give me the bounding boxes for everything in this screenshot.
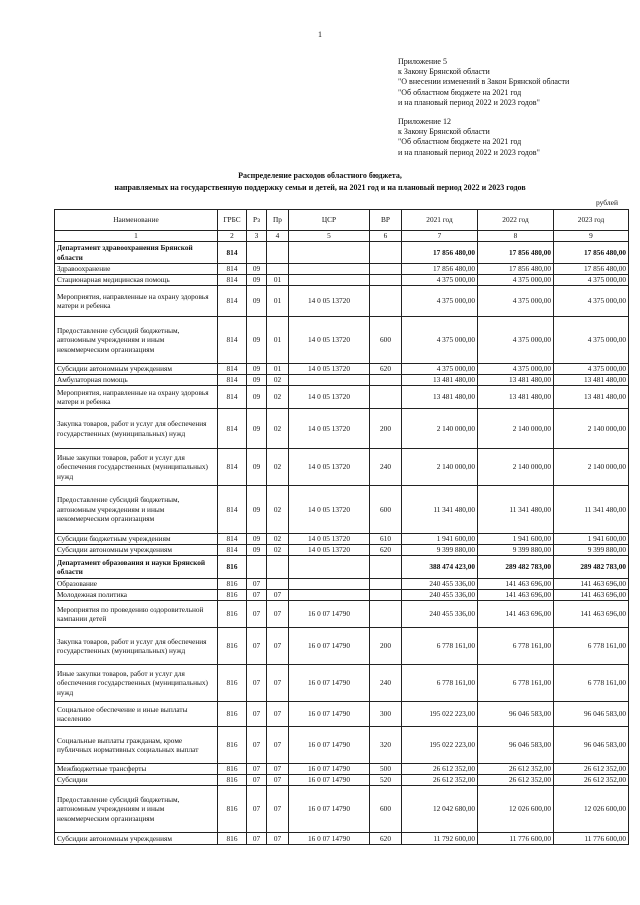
cell-2022: 2 140 000,00 — [478, 409, 554, 449]
cell-name: Департамент здравоохранения Брянской области — [55, 242, 218, 264]
cell-grbs: 816 — [218, 764, 247, 775]
cell-name: Субсидии автономным учреждениям — [55, 833, 218, 845]
cell-pr: 07 — [267, 833, 289, 845]
appendix-12-line: и на плановый период 2022 и 2023 годов" — [398, 147, 540, 157]
cell-2022: 141 463 696,00 — [478, 601, 554, 628]
cell-pr — [267, 579, 289, 590]
cell-2022: 6 778 161,00 — [478, 665, 554, 702]
cell-2022: 12 026 600,00 — [478, 786, 554, 833]
cell-csr: 14 0 05 13720 — [289, 286, 370, 317]
cell-2023: 17 856 480,00 — [554, 242, 629, 264]
table-row — [55, 317, 629, 364]
cell-pr — [267, 556, 289, 579]
cell-vr: 620 — [370, 364, 402, 375]
cell-2023: 6 778 161,00 — [554, 628, 629, 665]
cell-csr: 14 0 05 13720 — [289, 449, 370, 486]
cell-csr — [289, 375, 370, 386]
cell-2023: 2 140 000,00 — [554, 449, 629, 486]
cell-pr: 02 — [267, 375, 289, 386]
cell-2022: 2 140 000,00 — [478, 449, 554, 486]
table-row — [55, 534, 629, 545]
cell-pr: 07 — [267, 628, 289, 665]
cell-rz: 09 — [247, 486, 267, 534]
table-row — [55, 364, 629, 375]
cell-pr — [267, 242, 289, 264]
cell-csr — [289, 275, 370, 286]
cell-vr — [370, 590, 402, 601]
cell-2022: 4 375 000,00 — [478, 364, 554, 375]
cell-rz: 07 — [247, 665, 267, 702]
cell-grbs: 816 — [218, 702, 247, 727]
cell-rz: 09 — [247, 375, 267, 386]
cell-2023: 9 399 880,00 — [554, 545, 629, 556]
cell-rz: 09 — [247, 545, 267, 556]
cell-rz: 07 — [247, 727, 267, 764]
cell-rz: 09 — [247, 275, 267, 286]
column-index: 2 — [218, 231, 247, 242]
table-row — [55, 275, 629, 286]
header-rz: Рз — [247, 210, 267, 231]
column-index: 1 — [55, 231, 218, 242]
cell-2023: 6 778 161,00 — [554, 665, 629, 702]
cell-2021: 17 856 480,00 — [402, 242, 478, 264]
cell-2021: 26 612 352,00 — [402, 764, 478, 775]
cell-rz: 07 — [247, 764, 267, 775]
cell-2023: 12 026 600,00 — [554, 786, 629, 833]
cell-pr: 02 — [267, 449, 289, 486]
cell-name: Социальные выплаты гражданам, кроме публичных нормативных социальных выплат — [55, 727, 218, 764]
cell-2023: 11 776 600,00 — [554, 833, 629, 845]
cell-grbs: 814 — [218, 409, 247, 449]
cell-2023: 96 046 583,00 — [554, 727, 629, 764]
cell-2023: 4 375 000,00 — [554, 364, 629, 375]
cell-2021: 13 481 480,00 — [402, 375, 478, 386]
table-row — [55, 775, 629, 786]
cell-csr: 16 0 07 14790 — [289, 665, 370, 702]
cell-2021: 2 140 000,00 — [402, 409, 478, 449]
cell-name: Здравоохранение — [55, 264, 218, 275]
cell-2021: 4 375 000,00 — [402, 286, 478, 317]
cell-vr: 600 — [370, 486, 402, 534]
cell-vr: 600 — [370, 317, 402, 364]
cell-2022: 4 375 000,00 — [478, 286, 554, 317]
cell-grbs: 816 — [218, 665, 247, 702]
cell-vr — [370, 286, 402, 317]
cell-2021: 4 375 000,00 — [402, 317, 478, 364]
cell-pr: 01 — [267, 364, 289, 375]
cell-csr: 14 0 05 13720 — [289, 409, 370, 449]
cell-csr: 16 0 07 14790 — [289, 833, 370, 845]
table-row — [55, 786, 629, 833]
cell-rz: 07 — [247, 601, 267, 628]
cell-pr: 02 — [267, 409, 289, 449]
cell-csr: 16 0 07 14790 — [289, 727, 370, 764]
table-row — [55, 628, 629, 665]
cell-csr: 16 0 07 14790 — [289, 775, 370, 786]
cell-pr: 07 — [267, 702, 289, 727]
cell-name: Стационарная медицинская помощь — [55, 275, 218, 286]
table-row — [55, 449, 629, 486]
cell-2022: 26 612 352,00 — [478, 764, 554, 775]
cell-name: Мероприятия, направленные на охрану здоровья матери и ребенка — [55, 386, 218, 409]
cell-vr: 600 — [370, 786, 402, 833]
appendix-12-line: "Об областном бюджете на 2021 год — [398, 137, 522, 147]
table-row — [55, 579, 629, 590]
cell-grbs: 814 — [218, 375, 247, 386]
cell-2022: 9 399 880,00 — [478, 545, 554, 556]
cell-2021: 240 455 336,00 — [402, 601, 478, 628]
cell-2023: 13 481 480,00 — [554, 375, 629, 386]
column-index-row — [55, 231, 629, 242]
cell-2022: 289 482 783,00 — [478, 556, 554, 579]
cell-name: Социальное обеспечение и иные выплаты населению — [55, 702, 218, 727]
cell-name: Предоставление субсидий бюджетным, автономным учреждениям и иным некоммерческим организациям — [55, 317, 218, 364]
cell-name: Закупка товаров, работ и услуг для обеспечения государственных (муниципальных) нужд — [55, 628, 218, 665]
header-vr: ВР — [370, 210, 402, 231]
cell-pr: 01 — [267, 286, 289, 317]
cell-name: Предоставление субсидий бюджетным, автономным учреждениям и иным некоммерческим организациям — [55, 786, 218, 833]
cell-2021: 195 022 223,00 — [402, 727, 478, 764]
cell-grbs: 816 — [218, 579, 247, 590]
cell-rz: 09 — [247, 364, 267, 375]
column-index: 4 — [267, 231, 289, 242]
cell-csr: 16 0 07 14790 — [289, 764, 370, 775]
cell-name: Мероприятия по проведению оздоровительной кампании детей — [55, 601, 218, 628]
cell-name: Субсидии автономным учреждениям — [55, 545, 218, 556]
cell-vr: 620 — [370, 833, 402, 845]
cell-2022: 13 481 480,00 — [478, 386, 554, 409]
cell-rz: 07 — [247, 702, 267, 727]
cell-2023: 96 046 583,00 — [554, 702, 629, 727]
cell-grbs: 814 — [218, 449, 247, 486]
appendix-5-line: и на плановый период 2022 и 2023 годов" — [398, 97, 540, 107]
table-row — [55, 409, 629, 449]
cell-pr: 07 — [267, 665, 289, 702]
cell-2023: 26 612 352,00 — [554, 775, 629, 786]
cell-vr: 200 — [370, 409, 402, 449]
header-pr: Пр — [267, 210, 289, 231]
cell-pr: 02 — [267, 486, 289, 534]
cell-2021: 6 778 161,00 — [402, 665, 478, 702]
table-row — [55, 386, 629, 409]
cell-rz: 09 — [247, 264, 267, 275]
cell-rz: 09 — [247, 534, 267, 545]
budget-table — [54, 209, 629, 845]
cell-grbs: 814 — [218, 534, 247, 545]
cell-grbs: 816 — [218, 556, 247, 579]
cell-grbs: 814 — [218, 242, 247, 264]
appendix-12-line: Приложение 12 — [398, 117, 451, 126]
cell-name: Образование — [55, 579, 218, 590]
cell-csr — [289, 556, 370, 579]
cell-2021: 12 042 680,00 — [402, 786, 478, 833]
cell-2022: 17 856 480,00 — [478, 264, 554, 275]
cell-csr: 14 0 05 13720 — [289, 486, 370, 534]
cell-2021: 240 455 336,00 — [402, 579, 478, 590]
cell-2022: 141 463 696,00 — [478, 579, 554, 590]
appendix-5-line: "О внесении изменений в Закон Брянской области — [398, 77, 570, 87]
table-row — [55, 242, 629, 264]
cell-csr: 14 0 05 13720 — [289, 545, 370, 556]
cell-rz: 09 — [247, 409, 267, 449]
column-index: 6 — [370, 231, 402, 242]
cell-grbs: 816 — [218, 727, 247, 764]
budget-table-body — [55, 242, 629, 845]
table-row — [55, 833, 629, 845]
appendix-12-block — [398, 117, 540, 158]
cell-grbs: 814 — [218, 486, 247, 534]
cell-2021: 13 481 480,00 — [402, 386, 478, 409]
cell-vr — [370, 556, 402, 579]
cell-2022: 1 941 600,00 — [478, 534, 554, 545]
cell-name: Закупка товаров, работ и услуг для обеспечения государственных (муниципальных) нужд — [55, 409, 218, 449]
cell-name: Субсидии бюджетным учреждениям — [55, 534, 218, 545]
cell-pr: 01 — [267, 275, 289, 286]
cell-2021: 11 792 600,00 — [402, 833, 478, 845]
column-index: 7 — [402, 231, 478, 242]
cell-vr — [370, 275, 402, 286]
table-row — [55, 286, 629, 317]
cell-vr — [370, 375, 402, 386]
cell-2023: 141 463 696,00 — [554, 590, 629, 601]
cell-2022: 4 375 000,00 — [478, 275, 554, 286]
cell-vr: 240 — [370, 665, 402, 702]
cell-2021: 2 140 000,00 — [402, 449, 478, 486]
column-index: 8 — [478, 231, 554, 242]
cell-2023: 289 482 783,00 — [554, 556, 629, 579]
cell-2021: 9 399 880,00 — [402, 545, 478, 556]
cell-grbs: 816 — [218, 628, 247, 665]
cell-grbs: 816 — [218, 786, 247, 833]
cell-name: Межбюджетные трансферты — [55, 764, 218, 775]
cell-name: Иные закупки товаров, работ и услуг для обеспечения государственных (муниципальных) нужд — [55, 449, 218, 486]
appendix-5-line: к Закону Брянской области — [398, 67, 490, 77]
table-row — [55, 601, 629, 628]
cell-2022: 26 612 352,00 — [478, 775, 554, 786]
cell-csr: 16 0 07 14790 — [289, 601, 370, 628]
cell-vr: 610 — [370, 534, 402, 545]
cell-vr — [370, 579, 402, 590]
cell-rz: 09 — [247, 449, 267, 486]
cell-grbs: 814 — [218, 386, 247, 409]
cell-vr: 620 — [370, 545, 402, 556]
column-index: 9 — [554, 231, 629, 242]
cell-2021: 4 375 000,00 — [402, 364, 478, 375]
cell-2021: 388 474 423,00 — [402, 556, 478, 579]
cell-rz: 09 — [247, 286, 267, 317]
cell-pr: 07 — [267, 590, 289, 601]
units-label: рублей — [596, 198, 619, 207]
cell-vr: 320 — [370, 727, 402, 764]
cell-rz: 09 — [247, 317, 267, 364]
cell-pr: 07 — [267, 727, 289, 764]
cell-pr: 02 — [267, 386, 289, 409]
cell-vr: 300 — [370, 702, 402, 727]
column-index: 3 — [247, 231, 267, 242]
cell-2021: 195 022 223,00 — [402, 702, 478, 727]
cell-csr: 14 0 05 13720 — [289, 534, 370, 545]
cell-pr: 07 — [267, 786, 289, 833]
header-grbs: ГРБС — [218, 210, 247, 231]
cell-2022: 13 481 480,00 — [478, 375, 554, 386]
cell-name: Молодежная политика — [55, 590, 218, 601]
page-number: 1 — [318, 30, 322, 39]
cell-vr — [370, 386, 402, 409]
table-row — [55, 665, 629, 702]
cell-2021: 11 341 480,00 — [402, 486, 478, 534]
cell-vr — [370, 264, 402, 275]
cell-name: Департамент образования и науки Брянской области — [55, 556, 218, 579]
cell-name: Иные закупки товаров, работ и услуг для обеспечения государственных (муниципальных) нужд — [55, 665, 218, 702]
cell-grbs: 816 — [218, 833, 247, 845]
cell-2023: 4 375 000,00 — [554, 317, 629, 364]
table-row — [55, 486, 629, 534]
cell-pr: 01 — [267, 317, 289, 364]
cell-rz — [247, 242, 267, 264]
cell-rz: 07 — [247, 579, 267, 590]
cell-rz: 07 — [247, 786, 267, 833]
cell-2023: 2 140 000,00 — [554, 409, 629, 449]
cell-2023: 17 856 480,00 — [554, 264, 629, 275]
cell-grbs: 816 — [218, 601, 247, 628]
cell-2021: 17 856 480,00 — [402, 264, 478, 275]
cell-rz: 07 — [247, 833, 267, 845]
cell-csr: 14 0 05 13720 — [289, 364, 370, 375]
table-row — [55, 556, 629, 579]
cell-2022: 17 856 480,00 — [478, 242, 554, 264]
cell-2023: 1 941 600,00 — [554, 534, 629, 545]
header-2021: 2021 год — [402, 210, 478, 231]
cell-name: Амбулаторная помощь — [55, 375, 218, 386]
cell-pr: 07 — [267, 775, 289, 786]
cell-grbs: 814 — [218, 264, 247, 275]
cell-rz: 07 — [247, 590, 267, 601]
cell-csr — [289, 242, 370, 264]
table-row — [55, 375, 629, 386]
cell-2022: 11 776 600,00 — [478, 833, 554, 845]
cell-csr: 16 0 07 14790 — [289, 702, 370, 727]
cell-rz: 07 — [247, 775, 267, 786]
cell-rz: 07 — [247, 628, 267, 665]
cell-csr: 16 0 07 14790 — [289, 628, 370, 665]
appendix-5-line: Приложение 5 — [398, 57, 447, 66]
cell-2022: 6 778 161,00 — [478, 628, 554, 665]
cell-2023: 26 612 352,00 — [554, 764, 629, 775]
cell-csr — [289, 590, 370, 601]
cell-vr: 520 — [370, 775, 402, 786]
cell-2023: 141 463 696,00 — [554, 601, 629, 628]
cell-2022: 11 341 480,00 — [478, 486, 554, 534]
cell-grbs: 814 — [218, 364, 247, 375]
table-row — [55, 264, 629, 275]
cell-2021: 6 778 161,00 — [402, 628, 478, 665]
cell-2021: 26 612 352,00 — [402, 775, 478, 786]
cell-csr — [289, 264, 370, 275]
cell-name: Мероприятия, направленные на охрану здоровья матери и ребенка — [55, 286, 218, 317]
cell-pr: 07 — [267, 764, 289, 775]
cell-2022: 141 463 696,00 — [478, 590, 554, 601]
cell-vr: 240 — [370, 449, 402, 486]
cell-vr: 200 — [370, 628, 402, 665]
cell-grbs: 814 — [218, 317, 247, 364]
cell-pr — [267, 264, 289, 275]
cell-2023: 4 375 000,00 — [554, 286, 629, 317]
cell-2022: 96 046 583,00 — [478, 702, 554, 727]
cell-vr — [370, 242, 402, 264]
cell-2023: 141 463 696,00 — [554, 579, 629, 590]
cell-2023: 4 375 000,00 — [554, 275, 629, 286]
table-row — [55, 727, 629, 764]
cell-grbs: 814 — [218, 286, 247, 317]
cell-2021: 1 941 600,00 — [402, 534, 478, 545]
table-row — [55, 590, 629, 601]
cell-vr — [370, 601, 402, 628]
table-row — [55, 545, 629, 556]
cell-grbs: 816 — [218, 590, 247, 601]
header-csr: ЦСР — [289, 210, 370, 231]
cell-pr: 07 — [267, 601, 289, 628]
cell-2022: 4 375 000,00 — [478, 317, 554, 364]
cell-2021: 4 375 000,00 — [402, 275, 478, 286]
header-2023: 2023 год — [554, 210, 629, 231]
cell-csr — [289, 579, 370, 590]
column-index: 5 — [289, 231, 370, 242]
cell-vr: 500 — [370, 764, 402, 775]
appendix-5-line: "Об областном бюджете на 2021 год — [398, 87, 522, 97]
cell-name: Субсидии автономным учреждениям — [55, 364, 218, 375]
cell-csr: 14 0 05 13720 — [289, 386, 370, 409]
table-row — [55, 702, 629, 727]
cell-name: Предоставление субсидий бюджетным, автономным учреждениям и иным некоммерческим организациям — [55, 486, 218, 534]
table-row — [55, 764, 629, 775]
cell-name: Субсидии — [55, 775, 218, 786]
cell-csr: 14 0 05 13720 — [289, 317, 370, 364]
cell-pr: 02 — [267, 534, 289, 545]
document-title: Распределение расходов областного бюджета, — [238, 171, 402, 180]
cell-grbs: 816 — [218, 775, 247, 786]
cell-csr: 16 0 07 14790 — [289, 786, 370, 833]
cell-2021: 240 455 336,00 — [402, 590, 478, 601]
appendix-12-line: к Закону Брянской области — [398, 127, 490, 137]
header-name: Наименование — [55, 210, 218, 231]
header-row — [55, 210, 629, 231]
cell-pr: 02 — [267, 545, 289, 556]
cell-rz: 09 — [247, 386, 267, 409]
header-2022: 2022 год — [478, 210, 554, 231]
cell-2023: 11 341 480,00 — [554, 486, 629, 534]
appendix-5-block — [398, 57, 569, 108]
cell-rz — [247, 556, 267, 579]
cell-2022: 96 046 583,00 — [478, 727, 554, 764]
document-subtitle: направляемых на государственную поддержку семьи и детей, на 2021 год и на плановый период 2022 и 2023 годов — [114, 183, 526, 192]
cell-2023: 13 481 480,00 — [554, 386, 629, 409]
cell-grbs: 814 — [218, 275, 247, 286]
cell-grbs: 814 — [218, 545, 247, 556]
